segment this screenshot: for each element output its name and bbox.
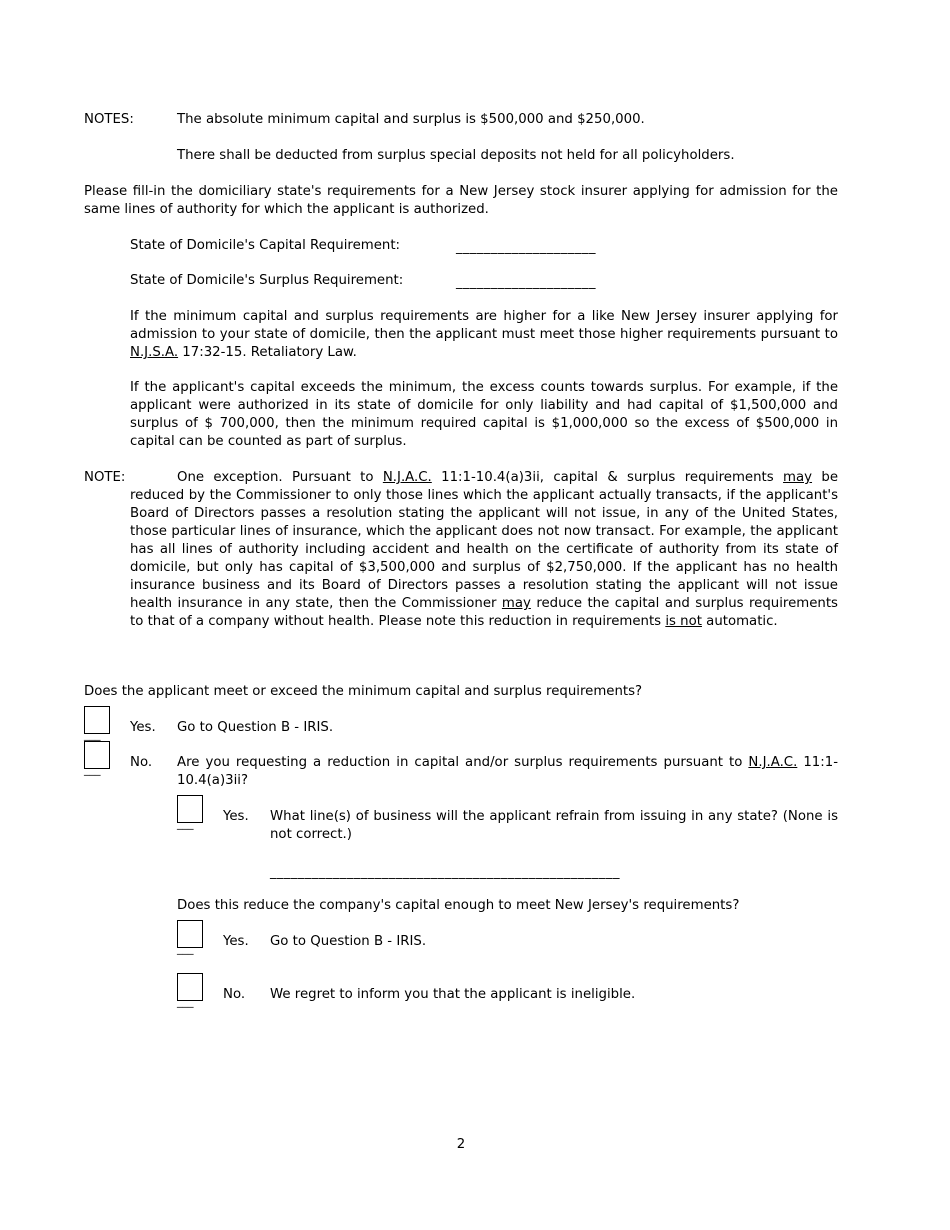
meets-no-label: No.	[130, 755, 153, 770]
higher-requirements-paragraph	[130, 308, 838, 362]
checkbox-underline: ___	[177, 817, 194, 830]
may-emphasis-2: may	[501, 596, 531, 611]
exception-text-4: reduce the capital and surplus requirements to that of a company without health. Please note this reduction in requirements	[130, 596, 838, 629]
surplus-requirement-field[interactable]: ____________________	[456, 275, 596, 290]
checkbox-underline: ___	[177, 995, 194, 1008]
capital-requirement-label: State of Domicile's Capital Requirement:	[130, 238, 401, 253]
may-emphasis: may	[783, 470, 813, 485]
reduction-request-question	[177, 754, 838, 790]
exception-text-2: 11:1-10.4(a)3ii, capital & surplus requirements	[431, 470, 784, 485]
exception-text-3: be reduced by the Commissioner to only those lines which the applicant actually transacts, if the applicant's Board of Directors passes a resolution stating the applicant will not issue, in any of the United States, those particular lines of insurance, which the applicant does not now transact. For example, the applicant has all lines of authority including accident and health on the certificate of authority from its state of domicile, but only has capital of $3,500,000 and surplus of $2,750,000. If the applicant has no health insurance business and its Board of Directors passes a resolution stating the applicant will not issue health insurance in any state, then the Commissioner	[130, 470, 838, 611]
exception-paragraph	[130, 469, 838, 631]
lines-of-business-field[interactable]: __________________________________________________	[270, 865, 620, 880]
lines-of-business-question: What line(s) of business will the applicant refrain from issuing in any state? (None is not correct.)	[270, 809, 838, 842]
higher-req-text: If the minimum capital and surplus requirements are higher for a like New Jersey insurer applying for admission to your state of domicile, then the applicant must meet those higher requirements pursuant to	[130, 309, 838, 342]
is-not-emphasis: is not	[665, 614, 702, 629]
reduce-no-text: We regret to inform you that the applicant is ineligible.	[270, 987, 636, 1002]
njac-citation: N.J.A.C.	[382, 470, 432, 485]
reduction-text: Are you requesting a reduction in capital and/or surplus requirements pursuant to	[177, 755, 749, 770]
page-number: 2	[456, 1137, 466, 1152]
njac-citation-2: N.J.A.C.	[748, 755, 798, 770]
checkbox-underline: ___	[177, 942, 194, 955]
reduce-yes-text: Go to Question B - IRIS.	[270, 934, 427, 949]
higher-req-text-end: 17:32-15. Retaliatory Law.	[178, 345, 357, 360]
excess-capital-paragraph: If the applicant's capital exceeds the minimum, the excess counts towards surplus. For example, if the applicant were authorized in its state of domicile for only liability and had capital of $1,500,000 and surplus of $ 700,000, then the minimum required capital is $1,000,000 so the excess of $500,000 in capital can be counted as part of surplus.	[130, 380, 838, 449]
notes-line-1: The absolute minimum capital and surplus is $500,000 and $250,000.	[177, 112, 645, 127]
reduce-no-label: No.	[223, 987, 246, 1002]
reduction-text-end: 11:1-10.4(a)3ii?	[177, 755, 838, 788]
checkbox-underline: ___	[84, 728, 101, 741]
surplus-requirement-label: State of Domicile's Surplus Requirement:	[130, 273, 404, 288]
notes-label: NOTES:	[84, 112, 134, 127]
exception-text-1: One exception. Pursuant to	[177, 470, 383, 485]
reduce-yes-label: Yes.	[223, 934, 249, 949]
reduce-capital-question: Does this reduce the company's capital enough to meet New Jersey's requirements?	[177, 898, 740, 913]
capital-question: Does the applicant meet or exceed the minimum capital and surplus requirements?	[84, 684, 643, 699]
reduction-yes-label: Yes.	[223, 809, 249, 824]
meets-yes-label: Yes.	[130, 720, 156, 735]
njsa-citation: N.J.S.A.	[130, 345, 179, 360]
fill-in-instructions: Please fill-in the domiciliary state's requirements for a New Jersey stock insurer applying for admission for the same lines of authority for which the applicant is authorized.	[84, 184, 838, 217]
exception-text-5: automatic.	[701, 614, 778, 629]
note-label: NOTE:	[84, 470, 126, 485]
checkbox-underline: ___	[84, 763, 101, 776]
capital-requirement-field[interactable]: ____________________	[456, 240, 596, 255]
meets-yes-text: Go to Question B - IRIS.	[177, 720, 334, 735]
notes-line-2: There shall be deducted from surplus special deposits not held for all policyholders.	[177, 148, 735, 163]
